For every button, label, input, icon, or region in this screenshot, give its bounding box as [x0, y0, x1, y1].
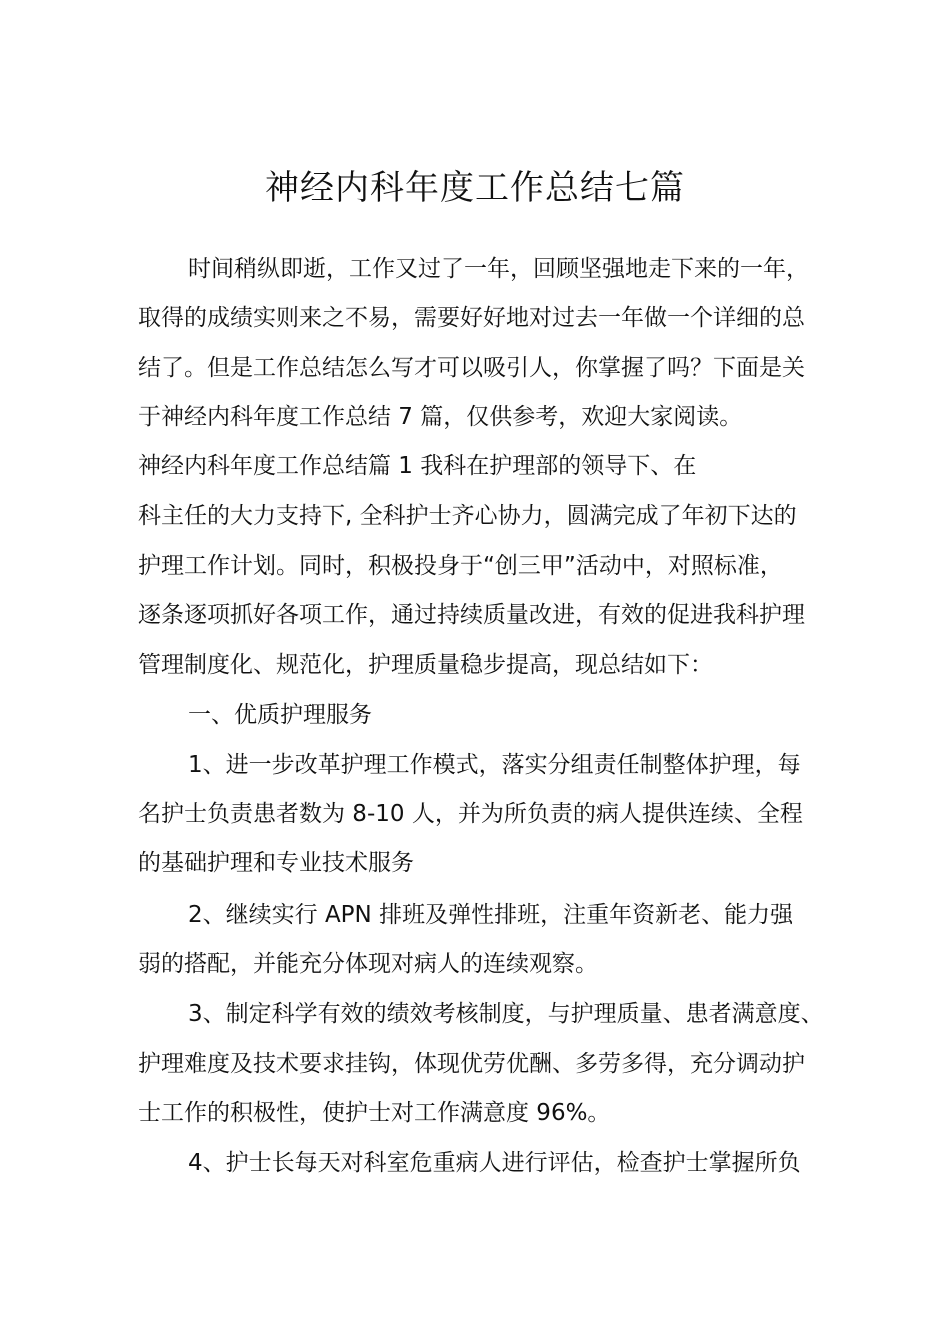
document-title: 神经内科年度工作总结七篇 [265, 168, 685, 208]
paragraph-line: 的基础护理和专业技术服务 [138, 850, 414, 876]
paragraph-line: 士工作的积极性，使护士对工作满意度 96%。 [138, 1100, 611, 1126]
paragraph-line: 4、护士长每天对科室危重病人进行评估，检查护士掌握所负 [188, 1150, 801, 1176]
paragraph-line: 取得的成绩实则来之不易，需要好好地对过去一年做一个详细的总 [138, 305, 805, 331]
paragraph-line: 2、继续实行 APN 排班及弹性排班，注重年资新老、能力强 [188, 902, 794, 928]
paragraph-line: 管理制度化、规范化，护理质量稳步提高，现总结如下： [138, 652, 713, 678]
paragraph-line: 神经内科年度工作总结篇 1 我科在护理部的领导下、在 [138, 453, 697, 479]
paragraph-line: 弱的搭配，并能充分体现对病人的连续观察。 [138, 951, 598, 977]
section-heading: 一、优质护理服务 [188, 702, 372, 728]
paragraph-line: 逐条逐项抓好各项工作，通过持续质量改进，有效的促进我科护理 [138, 602, 805, 628]
paragraph-line: 3、制定科学有效的绩效考核制度，与护理质量、患者满意度、 [188, 1001, 824, 1027]
paragraph-line: 于神经内科年度工作总结 7 篇，仅供参考，欢迎大家阅读。 [138, 404, 743, 430]
paragraph-line: 护理工作计划。同时，积极投身于“创三甲”活动中，对照标准， [138, 553, 783, 579]
paragraph-line: 时间稍纵即逝，工作又过了一年，回顾坚强地走下来的一年， [188, 256, 809, 282]
paragraph-line: 科主任的大力支持下, 全科护士齐心协力，圆满完成了年初下达的 [138, 503, 797, 529]
paragraph-line: 护理难度及技术要求挂钩，体现优劳优酬、多劳多得，充分调动护 [138, 1051, 805, 1077]
paragraph-line: 1、进一步改革护理工作模式，落实分组责任制整体护理，每 [188, 752, 801, 778]
paragraph-line: 结了。但是工作总结怎么写才可以吸引人，你掌握了吗？下面是关 [138, 355, 805, 381]
paragraph-line: 名护士负责患者数为 8-10 人，并为所负责的病人提供连续、全程 [138, 801, 803, 827]
